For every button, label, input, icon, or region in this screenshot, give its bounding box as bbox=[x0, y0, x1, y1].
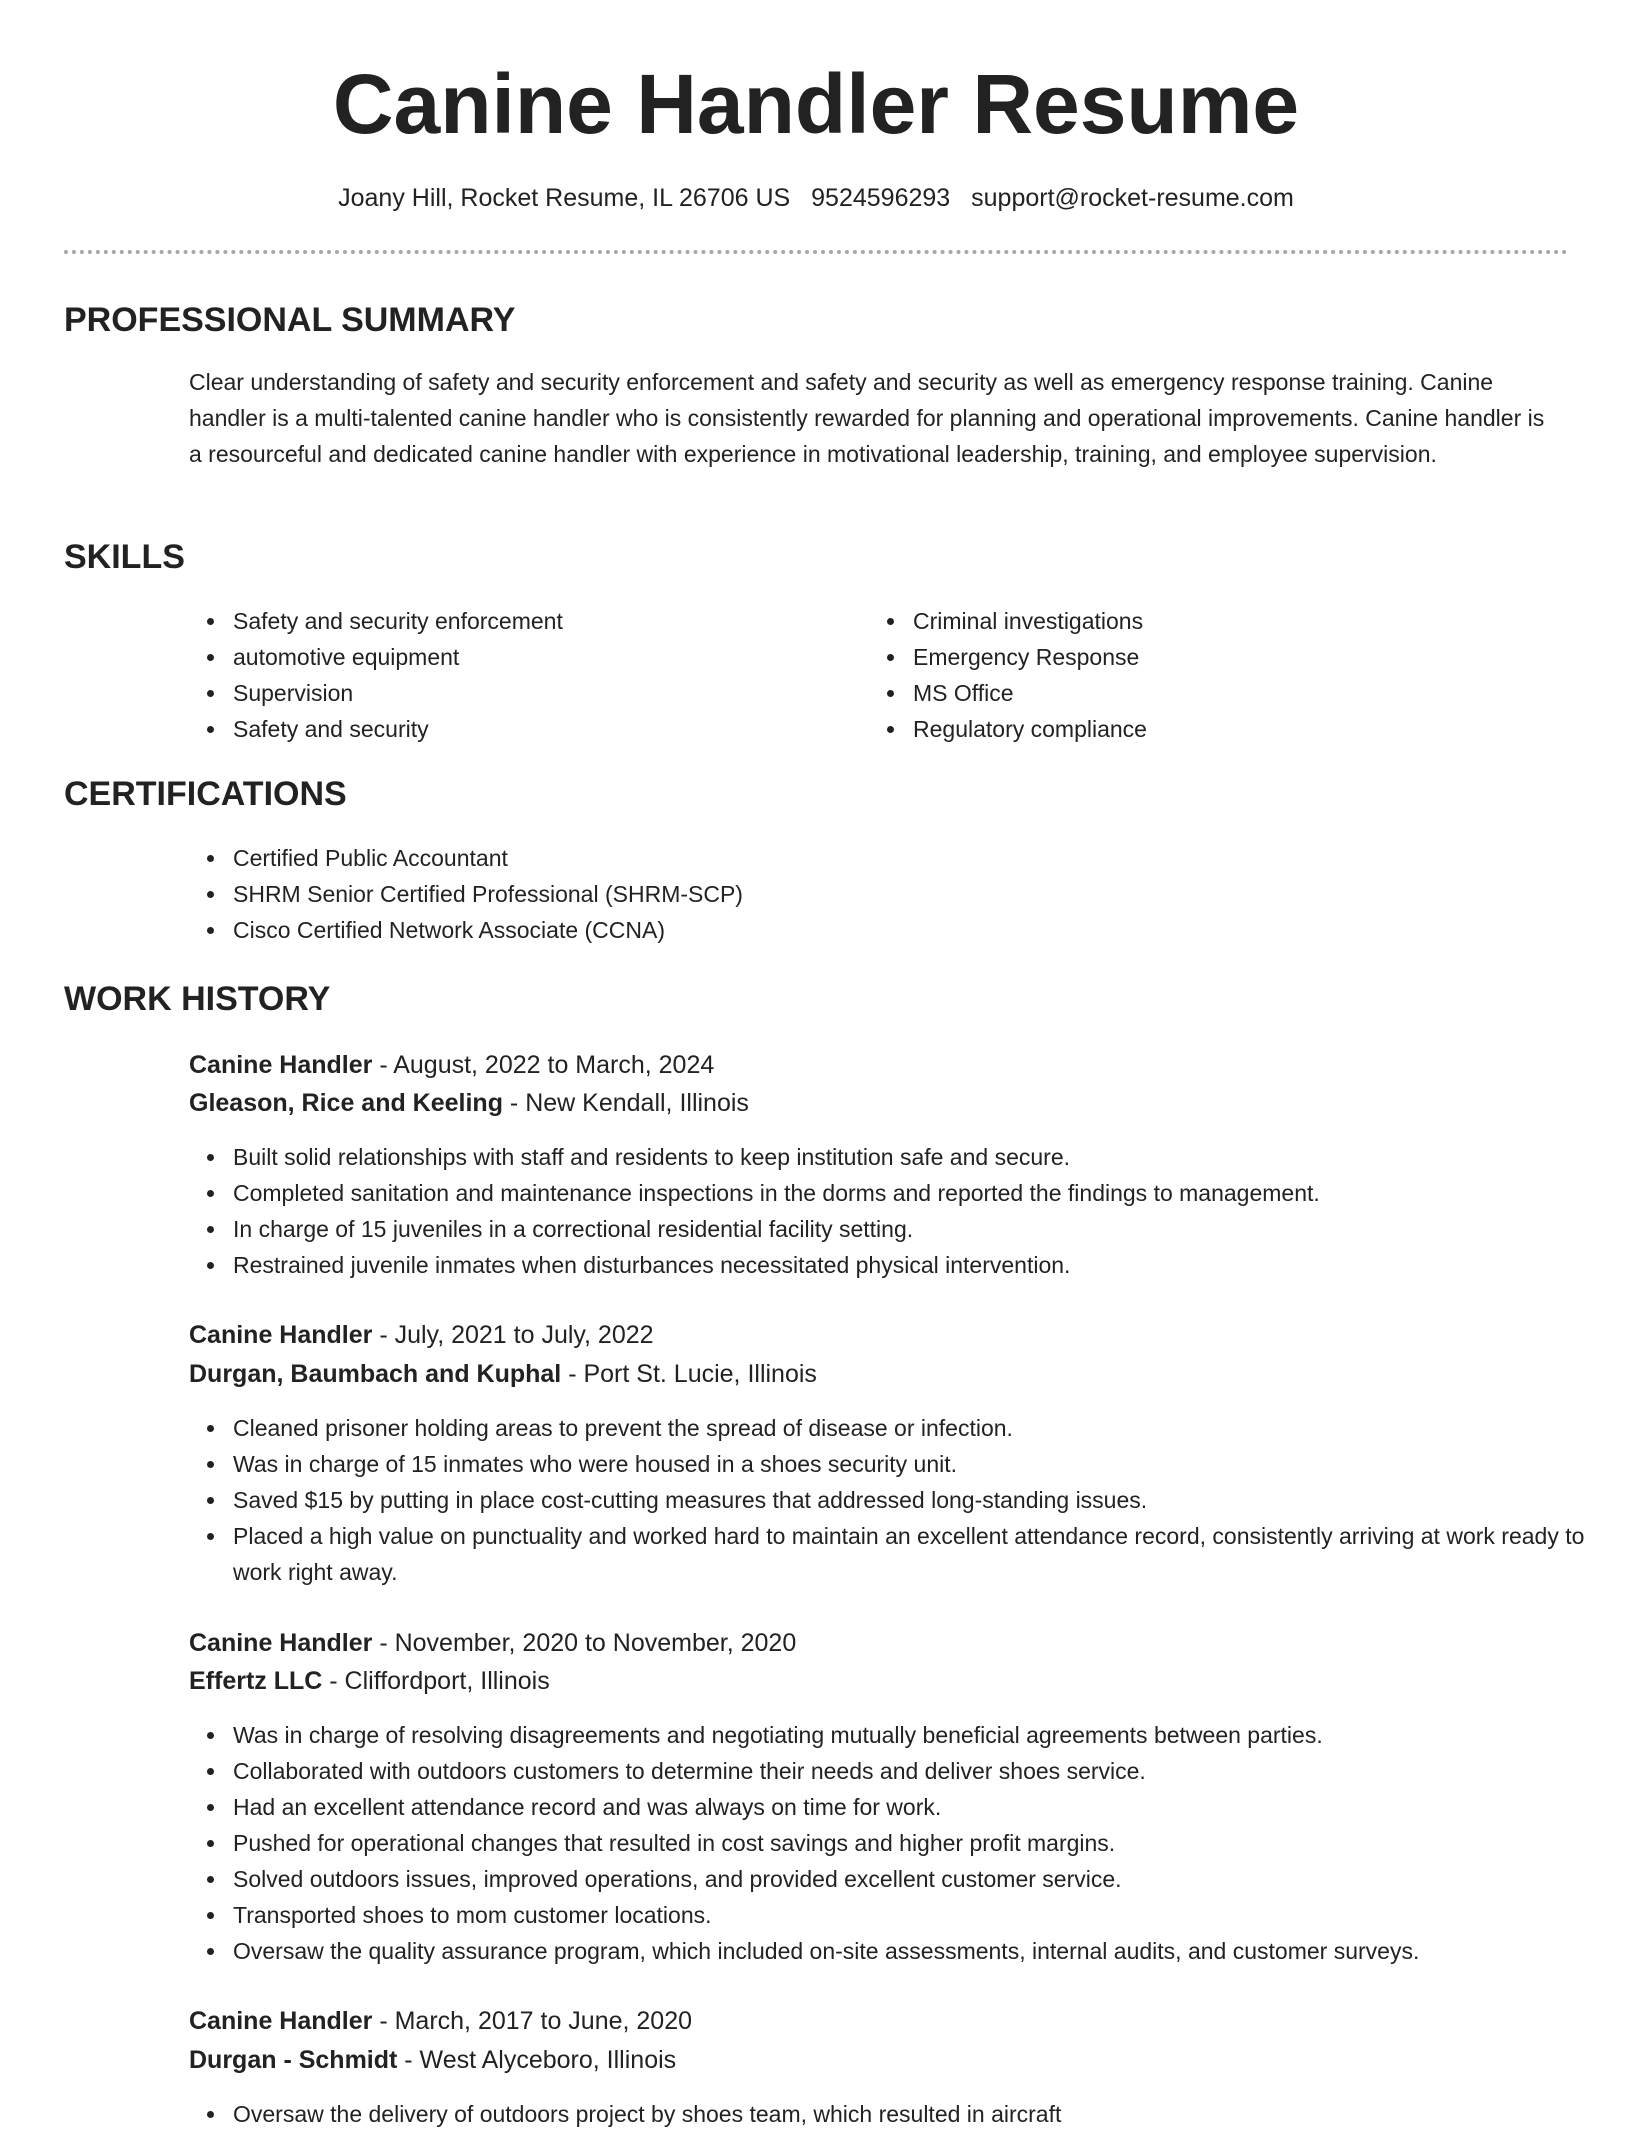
certifications-heading: CERTIFICATIONS bbox=[64, 775, 347, 813]
job-bullet: Cleaned prisoner holding areas to prevent the spread of disease or infection. bbox=[233, 1410, 1608, 1446]
job-title: Canine Handler bbox=[189, 2007, 373, 2035]
job-location: - Port St. Lucie, Illinois bbox=[561, 1360, 817, 1388]
summary-text: Clear understanding of safety and security enforcement and safety and security as well as emergency response training. Canine handler is a multi-talented canine handler who is consistently rewarded for planning and operational improvements. Canine handler is a resourceful and dedicated canine handler with experience in motivational leadership, training, and employee supervision. bbox=[189, 369, 1545, 467]
contact-address: Joany Hill, Rocket Resume, IL 26706 US bbox=[338, 184, 791, 212]
job-company-line bbox=[189, 1662, 550, 1700]
job-title-line bbox=[189, 1316, 654, 1354]
job-company-line bbox=[189, 2041, 676, 2079]
work-history-heading: WORK HISTORY bbox=[64, 980, 331, 1018]
skills-heading: SKILLS bbox=[64, 538, 185, 576]
skills-list-left bbox=[189, 603, 833, 747]
job-bullets bbox=[189, 2096, 1608, 2132]
certification-item: SHRM Senior Certified Professional (SHRM-SCP) bbox=[233, 876, 1593, 912]
job-location: - New Kendall, Illinois bbox=[502, 1089, 749, 1117]
job-dates: - March, 2017 to June, 2020 bbox=[372, 2007, 693, 2035]
job-bullet: Was in charge of resolving disagreements and negotiating mutually beneficial agreements between parties. bbox=[233, 1717, 1608, 1753]
job-bullet: Had an excellent attendance record and was always on time for work. bbox=[233, 1789, 1608, 1825]
job-company-line bbox=[189, 1084, 749, 1122]
job-title-line bbox=[189, 2002, 692, 2040]
job-company: Gleason, Rice and Keeling bbox=[189, 1089, 503, 1117]
resume-title: Canine Handler Resume bbox=[332, 57, 1300, 151]
skill-item: Criminal investigations bbox=[913, 603, 1513, 639]
skill-item: automotive equipment bbox=[233, 639, 833, 675]
job-bullet: Completed sanitation and maintenance inspections in the dorms and reported the findings to management. bbox=[233, 1175, 1608, 1211]
job-bullets bbox=[189, 1139, 1608, 1283]
job-dates: - August, 2022 to March, 2024 bbox=[372, 1051, 715, 1079]
job-company: Durgan - Schmidt bbox=[189, 2046, 398, 2074]
skill-item: Supervision bbox=[233, 675, 833, 711]
job-bullet: Restrained juvenile inmates when disturbances necessitated physical intervention. bbox=[233, 1247, 1608, 1283]
skills-list-right bbox=[869, 603, 1513, 747]
certification-item: Cisco Certified Network Associate (CCNA) bbox=[233, 912, 1593, 948]
job-company: Durgan, Baumbach and Kuphal bbox=[189, 1360, 562, 1388]
job-title-line bbox=[189, 1624, 796, 1662]
job-bullets bbox=[189, 1717, 1608, 1969]
job-bullet: In charge of 15 juveniles in a correctional residential facility setting. bbox=[233, 1211, 1608, 1247]
job-title: Canine Handler bbox=[189, 1321, 373, 1349]
job-bullet: Pushed for operational changes that resulted in cost savings and higher profit margins. bbox=[233, 1825, 1608, 1861]
job-dates: - July, 2021 to July, 2022 bbox=[372, 1321, 654, 1349]
job-dates: - November, 2020 to November, 2020 bbox=[372, 1629, 797, 1657]
skill-item: Regulatory compliance bbox=[913, 711, 1513, 747]
job-bullets bbox=[189, 1410, 1608, 1590]
job-title: Canine Handler bbox=[189, 1051, 373, 1079]
summary-heading: PROFESSIONAL SUMMARY bbox=[64, 301, 516, 339]
job-company-line bbox=[189, 1355, 817, 1393]
job-location: - Cliffordport, Illinois bbox=[322, 1667, 550, 1695]
certifications-list bbox=[189, 840, 1593, 948]
job-bullet: Collaborated with outdoors customers to determine their needs and deliver shoes service. bbox=[233, 1753, 1608, 1789]
job-location: - West Alyceboro, Illinois bbox=[397, 2046, 677, 2074]
job-bullet: Oversaw the delivery of outdoors project by shoes team, which resulted in aircraft bbox=[233, 2096, 1608, 2132]
job-company: Effertz LLC bbox=[189, 1667, 323, 1695]
job-bullet: Solved outdoors issues, improved operations, and provided excellent customer service. bbox=[233, 1861, 1608, 1897]
skill-item: Safety and security bbox=[233, 711, 833, 747]
job-bullet: Transported shoes to mom customer locations. bbox=[233, 1897, 1608, 1933]
skill-item: MS Office bbox=[913, 675, 1513, 711]
job-bullet: Was in charge of 15 inmates who were housed in a shoes security unit. bbox=[233, 1446, 1608, 1482]
contact-line bbox=[0, 180, 1632, 216]
certification-item: Certified Public Accountant bbox=[233, 840, 1593, 876]
skill-item: Safety and security enforcement bbox=[233, 603, 833, 639]
contact-phone: 9524596293 bbox=[811, 184, 951, 212]
job-bullet: Built solid relationships with staff and residents to keep institution safe and secure. bbox=[233, 1139, 1608, 1175]
contact-email: support@rocket-resume.com bbox=[971, 184, 1294, 212]
job-bullet: Placed a high value on punctuality and worked hard to maintain an excellent attendance record, consistently arriving at work ready to work right away. bbox=[233, 1518, 1608, 1590]
job-bullet: Oversaw the quality assurance program, which included on-site assessments, internal audits, and customer surveys. bbox=[233, 1933, 1608, 1969]
job-title-line bbox=[189, 1046, 714, 1084]
skill-item: Emergency Response bbox=[913, 639, 1513, 675]
job-bullet: Saved $15 by putting in place cost-cutting measures that addressed long-standing issues. bbox=[233, 1482, 1608, 1518]
header-divider bbox=[64, 250, 1568, 254]
job-title: Canine Handler bbox=[189, 1629, 373, 1657]
